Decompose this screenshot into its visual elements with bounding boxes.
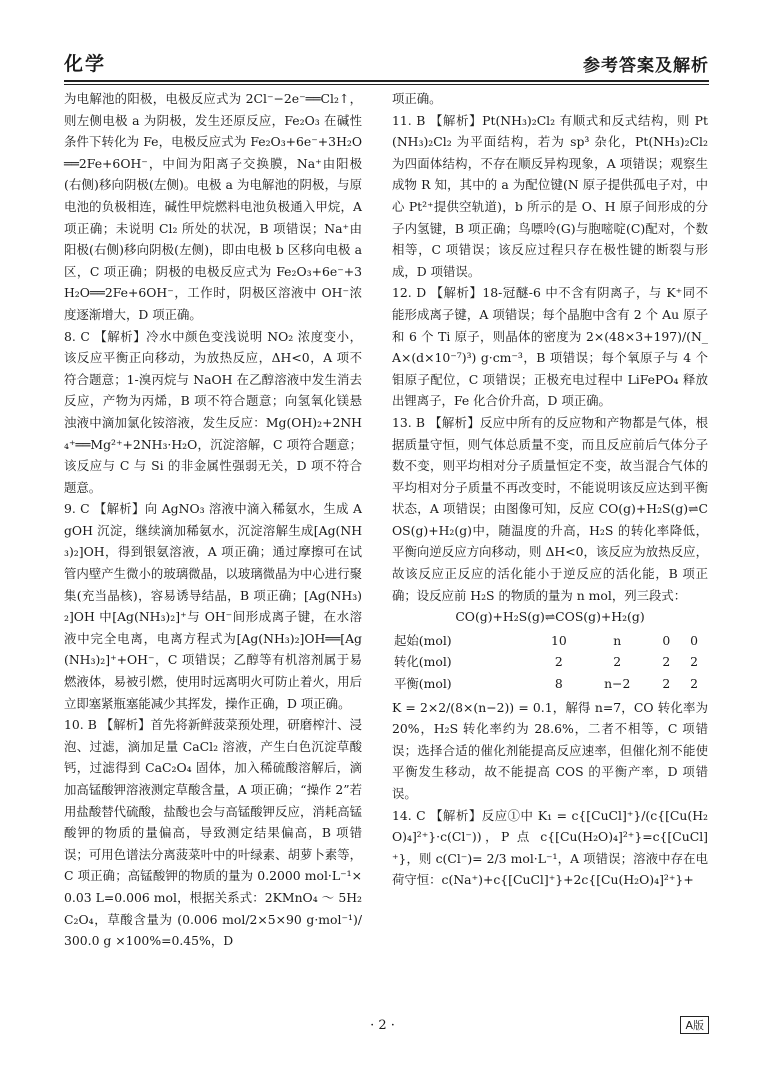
table-cell: 0	[662, 632, 671, 648]
answer-9: 9. C 【解析】向 AgNO₃ 溶液中滴入稀氨水，生成 AgOH 沉淀，继续滴加稀氨水，沉淀溶解生成[Ag(NH₃)₂]OH，得到银氨溶液，A 项正确；通过摩擦可在试管内壁产生微小的玻璃微晶，以玻璃微晶为中心进行聚集(充当晶核)，容易诱导结晶，B 项正确；[Ag(NH₃)₂]OH 中[Ag(NH₃)₂]⁺与 OH⁻间形成离子键，在水溶液中完全电离，电离方程式为[Ag(NH₃)₂]OH══[Ag(NH₃)₂]⁺+OH⁻，C 项错误；乙醇等有机溶剂属于易燃液体，易被引燃，使用时远离明火可防止着火，用后立即塞紧瓶塞能减少其挥发，操作正确，D 项正确。	[64, 501, 362, 711]
table-cell: 2	[554, 654, 563, 670]
table-cell: n−2	[604, 676, 631, 692]
table-cell: 2	[690, 676, 699, 692]
paragraph: 为电解池的阳极，电极反应式为 2Cl⁻−2e⁻══Cl₂↑，则左侧电极 a 为阴极，发生还原反应，Fe₂O₃ 在碱性条件下转化为 Fe，电极反应式为 Fe₂O₃+6e⁻+3H₂O══2Fe+6OH⁻，中间为阳离子交换膜，Na⁺由阳极(右侧)移向阴极(左侧)。电极 a 为电解池的阴极，与原电池的负极相连，碱性甲烷燃料电池负极通入甲烷，A 项正确；未说明 Cl₂ 所处的状况，B 项错误；Na⁺由阳极(右侧)移向阴极(左侧)，即由电极 b 区移向电极 a 区，C 项正确；阴极的电极反应式为 Fe₂O₃+6e⁻+3H₂O══2Fe+6OH⁻，工作时，阴极区溶液中 OH⁻浓度逐渐增大，D 项正确。	[64, 91, 362, 322]
answer-12: 12. D 【解析】18-冠醚-6 中不含有阴离子，与 K⁺同不能形成离子键，A 项错误；每个晶胞中含有 2 个 Au 原子和 6 个 Ti 原子，则晶体的密度为 2×(48×3+197)/(N_A×(d×10⁻⁷)³) g·cm⁻³，B 项错误；每个氧原子与 4 个钼原子配位，C 项错误；正极充电过程中 LiFePO₄ 释放出锂离子，Fe 化合价升高，D 项正确。	[392, 285, 708, 409]
paragraph: K = 2×2/(8×(n−2)) = 0.1，解得 n=7，CO 转化率为 20%，H₂S 转化率约为 28.6%，二者不相等，C 项错误；选择合适的催化剂能提高反应速率，但催化剂不能使平衡发生移动，故不能提高 COS 的平衡产率，D 项错误。	[392, 699, 708, 801]
subject-title: 化学	[64, 53, 107, 75]
header-rule-thin	[64, 84, 709, 85]
left-column	[64, 88, 362, 952]
page-header	[64, 44, 709, 76]
right-column	[392, 88, 708, 891]
table-row	[392, 651, 708, 673]
answer-10: 10. B 【解析】首先将新鲜菠菜预处理，研磨榨汁、浸泡、过滤，滴加足量 CaCl₂ 溶液，产生白色沉淀草酸钙，过滤得到 CaC₂O₄ 固体，加入稀硫酸溶解后，滴加高锰酸钾溶液测定草酸含量，A 项正确；“操作 2”若用盐酸替代硫酸，盐酸也会与高锰酸钾反应，消耗高锰酸钾的物质的量偏高，导致测定结果偏高，B 项错误；可用色谱法分离菠菜叶中的叶绿素、胡萝卜素等，C 项正确；高锰酸钾的物质的量为 0.2000 mol·L⁻¹×0.03 L=0.006 mol，根据关系式：2KMnO₄ ～ 5H₂C₂O₄，草酸含量为 (0.006 mol/2×5×90 g·mol⁻¹)/300.0 g ×100%=0.45%，D	[64, 717, 362, 949]
table-cell: 10	[550, 632, 567, 648]
answer-8: 8. C 【解析】冷水中颜色变浅说明 NO₂ 浓度变小，该反应平衡正向移动，为放热反应，ΔH<0，A 项不符合题意；1-溴丙烷与 NaOH 在乙醇溶液中发生消去反应，产物为丙烯，B 项不符合题意；向氢氧化镁悬浊液中滴加氯化铵溶液，发生反应：Mg(OH)₂+2NH₄⁺══Mg²⁺+2NH₃·H₂O，沉淀溶解，C 项符合题意；该反应与 C 与 Si 的非金属性强弱无关，D 项不符合题意。	[64, 328, 362, 495]
table-cell: 2	[690, 654, 699, 670]
table-cell: 2	[662, 654, 671, 670]
table-cell: 2	[613, 654, 622, 670]
row-label: 转化(mol)	[394, 654, 452, 670]
table-row	[392, 673, 708, 695]
paragraph: 项正确。	[392, 91, 442, 106]
equilibrium-equation: CO(g)+H₂S(g)⇌COS(g)+H₂(g)	[455, 609, 645, 625]
answer-11: 11. B 【解析】Pt(NH₃)₂Cl₂ 有顺式和反式结构，则 Pt(NH₃)₂Cl₂ 为平面结构，若为 sp³ 杂化，Pt(NH₃)₂Cl₂ 为四面体结构，不存在顺反异构现象，A 项错误；观察生成物 R 知，其中的 a 为配位键(N 原子提供孤电子对，中心 Pt²⁺提供空轨道)，b 所示的是 O、H 原子间形成的分子内氢键，B 项正确；鸟嘌呤(G)与胞嘧啶(C)配对，个数相等，C 项错误；该反应过程只存在极性键的断裂与形成，D 项错误。	[392, 112, 708, 279]
answer-13: 13. B 【解析】反应中所有的反应物和产物都是气体，根据质量守恒，则气体总质量不变，而且反应前后气体分子数不变，则平均相对分子质量恒定不变，故当混合气体的平均相对分子质量不再改变时，不能说明该反应达到平衡状态，A 项错误；由图像可知，反应 CO(g)+H₂S(g)⇌COS(g)+H₂(g)中，随温度的升高，H₂S 的转化率降低，平衡向逆反应方向移动，则 ΔH<0，该反应为放热反应，故该反应正反应的活化能小于逆反应的活化能，B 项正确；设反应前 H₂S 的物质的量为 n mol，列三段式：	[392, 414, 708, 603]
table-cell: 8	[554, 676, 563, 692]
page-number: · 2 ·	[370, 1018, 395, 1033]
table-cell: n	[613, 632, 622, 648]
table-cell: 0	[690, 632, 699, 648]
row-label: 平衡(mol)	[394, 676, 452, 692]
ice-table	[392, 630, 708, 695]
header-title: 参考答案及解析	[583, 56, 709, 76]
row-label: 起始(mol)	[394, 632, 452, 648]
edition-badge: A版	[680, 1016, 709, 1034]
header-rule	[64, 80, 709, 82]
table-row	[392, 630, 708, 652]
answer-14: 14. C 【解析】反应①中 K₁ = c{[CuCl]⁺}/(c{[Cu(H₂O)₄]²⁺}·c(Cl⁻))，P 点 c{[Cu(H₂O)₄]²⁺}=c{[CuCl]⁺}，则 c(Cl⁻)= 2/3 mol·L⁻¹，A 项错误；溶液中存在电荷守恒：c(Na⁺)+c{[CuCl]⁺}+2c{[Cu(H₂O)₄]²⁺}+	[392, 807, 708, 888]
table-cell: 2	[662, 676, 671, 692]
